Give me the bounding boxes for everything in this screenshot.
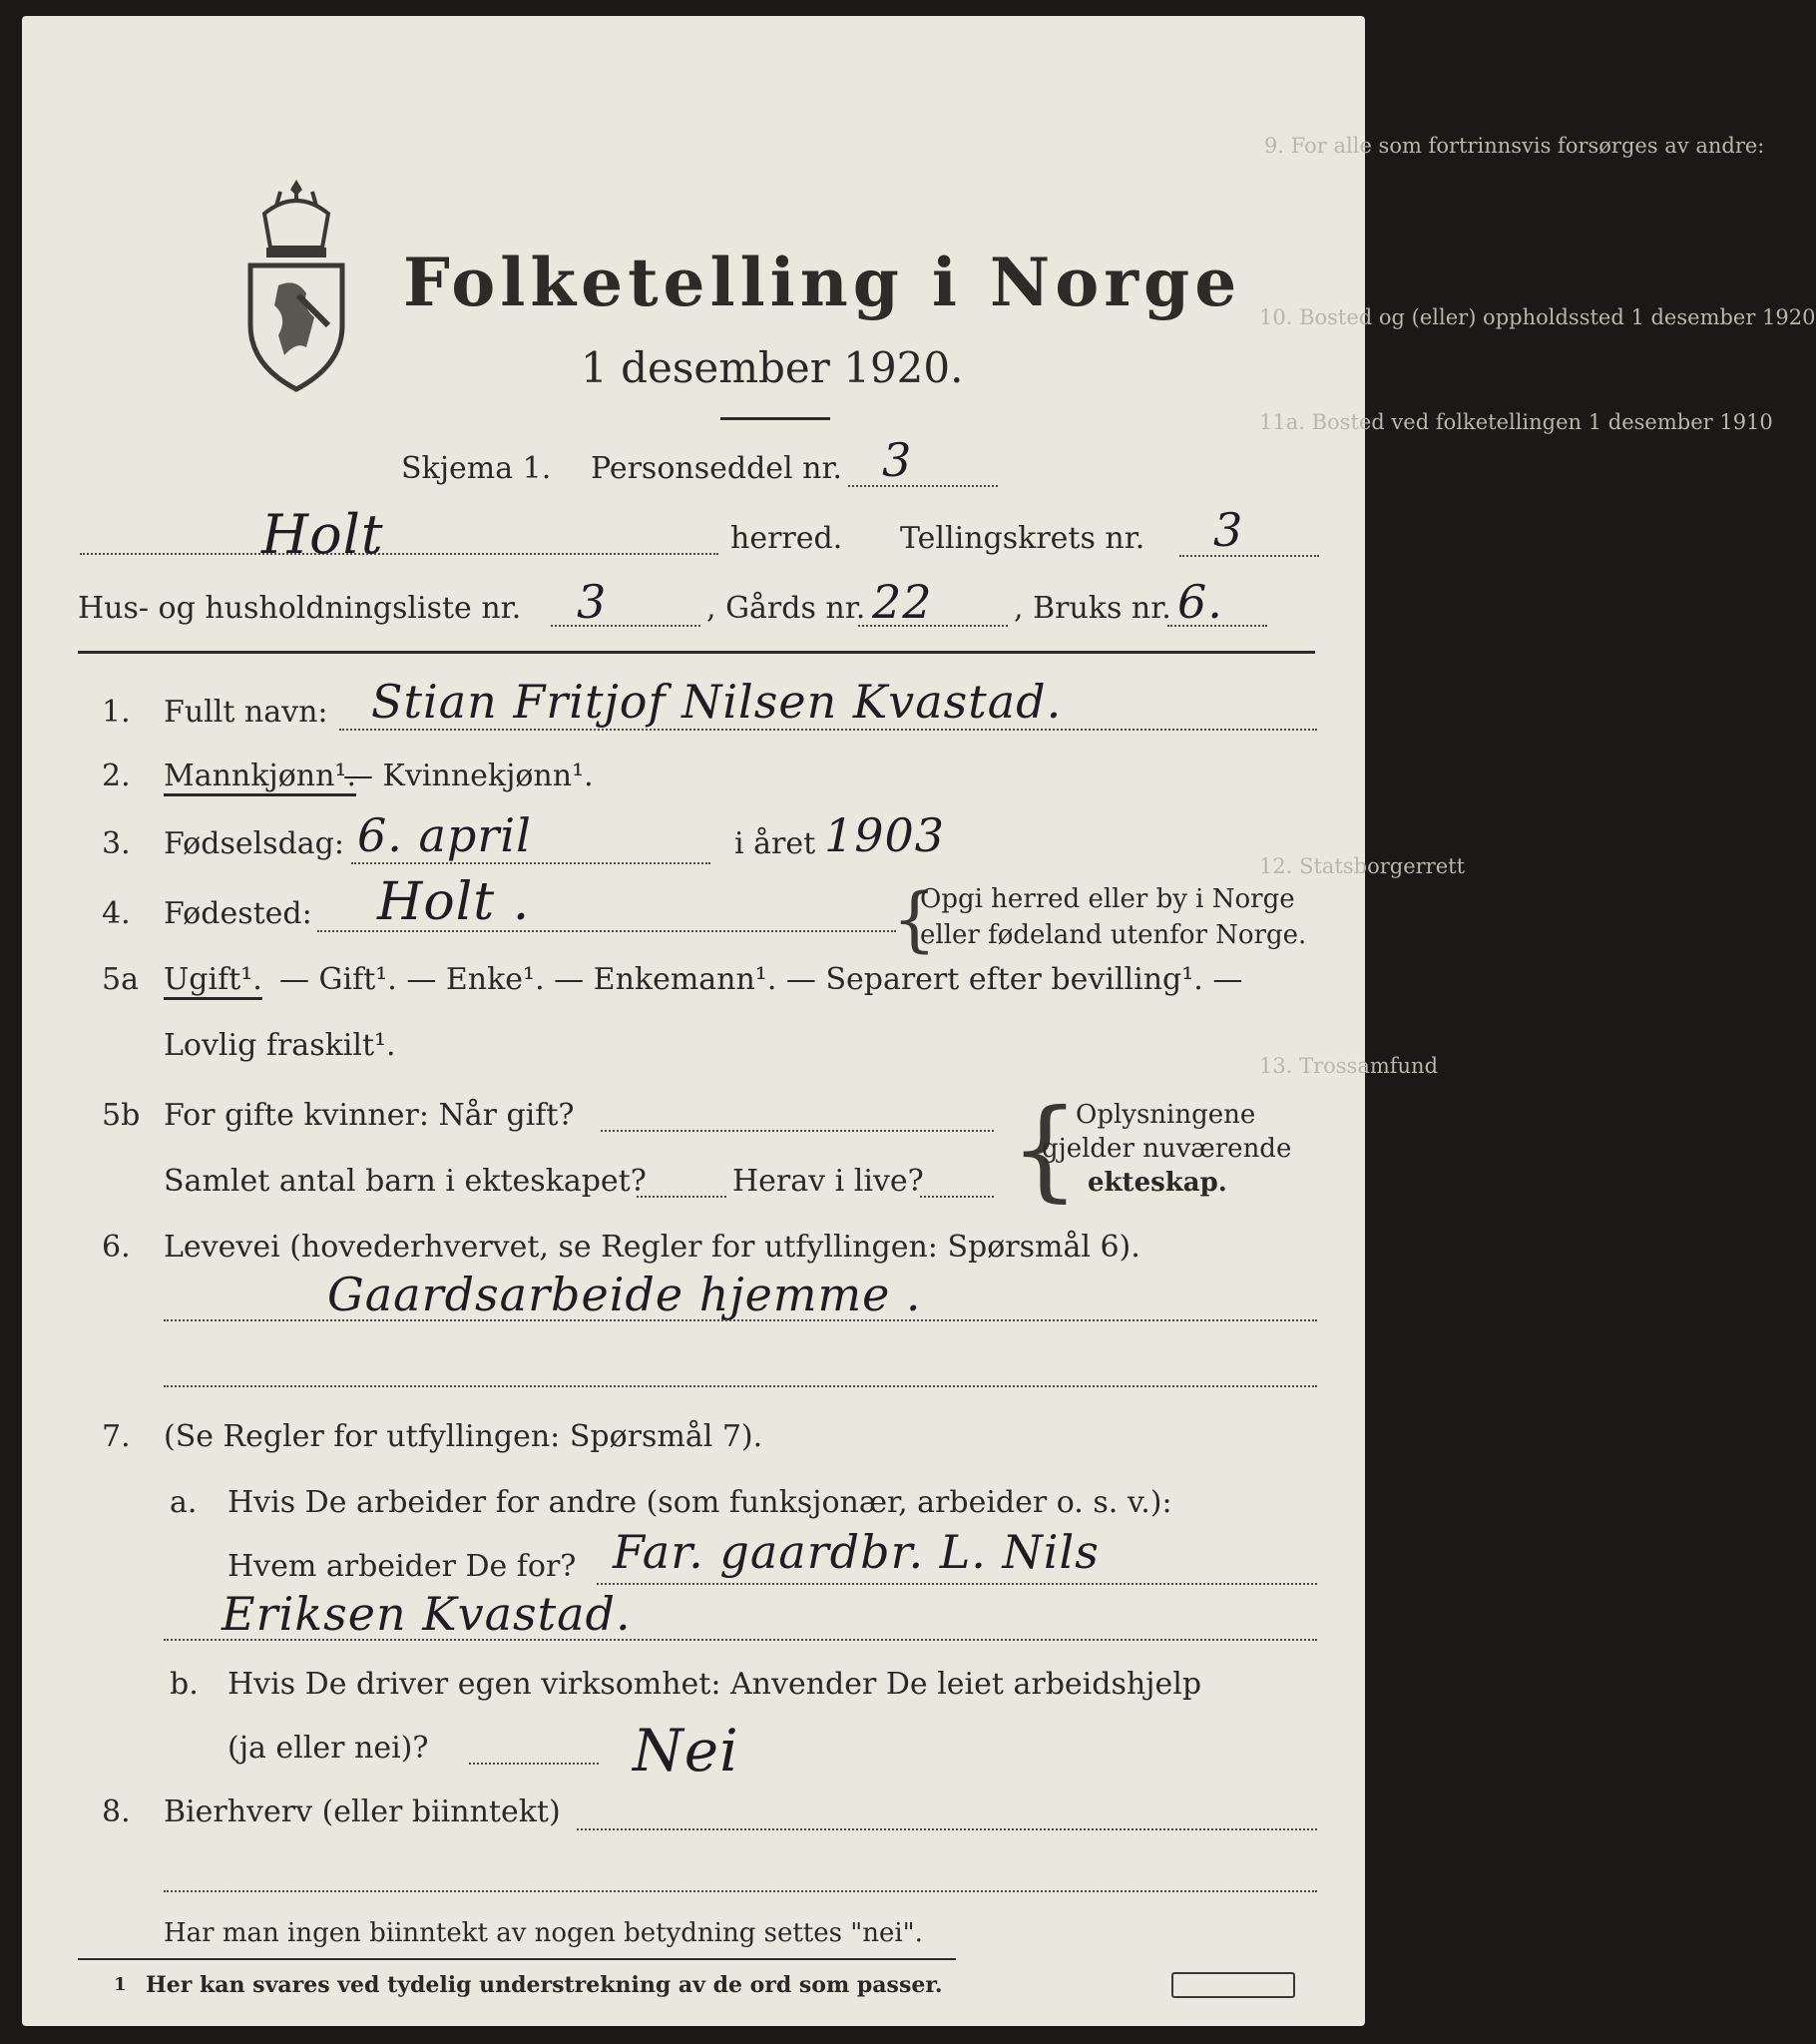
birthplace-note: Opgi herred eller by i Norge (920, 884, 1295, 914)
question-number: 4. (102, 896, 131, 931)
secondary-income-label: Bierhverv (eller biinntekt) (164, 1794, 561, 1829)
footnote-divider (78, 1958, 956, 1960)
birthplace-label: Fødested: (164, 896, 312, 931)
gards-value: 22 (872, 575, 933, 629)
birth-year-label: i året (734, 826, 816, 861)
birthdate-value: 6. april (357, 808, 532, 862)
bleed-through-text: 10. Bosted og (eller) oppholdssted 1 desember 1920 (1259, 305, 1816, 329)
sex-option-male: Mannkjønn¹. (164, 759, 356, 793)
question-number: 7. (102, 1419, 131, 1454)
income-note: Har man ingen biinntekt av nogen betydning settes "nei". (164, 1918, 923, 1948)
birthplace-note: eller fødeland utenfor Norge. (920, 920, 1307, 950)
marriage-note: ekteskap. (1088, 1168, 1227, 1198)
question-number: 5b (102, 1098, 141, 1133)
bruks-value: 6. (1177, 575, 1223, 629)
birthdate-label: Fødselsdag: (164, 826, 344, 861)
herred-label: herred. (730, 521, 843, 556)
tellingskrets-label: Tellingskrets nr. (900, 521, 1145, 556)
personseddel-value: 3 (882, 433, 913, 487)
marital-options: — Gift¹. — Enke¹. — Enkemann¹. — Separert efter bevilling¹. — (279, 962, 1243, 997)
footnote-text: Her kan svares ved tydelig understrekning av de ord som passer. (146, 1972, 943, 1998)
employer-value: Far. gaardbr. L. Nils (613, 1525, 1100, 1579)
bleed-through-text: 9. For alle som fortrinnsvis forsørges av andre: (1264, 134, 1765, 158)
occupation-value: Gaardsarbeide hjemme . (327, 1268, 922, 1321)
question-number: 6. (102, 1230, 131, 1265)
question-number: b. (170, 1667, 199, 1702)
birthplace-value: Holt . (377, 872, 531, 932)
employer-value-cont: Eriksen Kvastad. (222, 1587, 632, 1641)
marital-option-ugift: Ugift¹. (164, 962, 262, 997)
bleed-through-text: 13. Trossamfund (1259, 1054, 1439, 1078)
brace-icon: { (892, 878, 937, 960)
printer-stamp-icon (1171, 1972, 1295, 1998)
children-count-label: Samlet antal barn i ekteskapet? (164, 1164, 647, 1199)
page-title: Folketelling i Norge (403, 244, 1242, 321)
footnote-mark: 1 (114, 1974, 127, 1995)
marriage-note: Oplysningene (1076, 1100, 1256, 1130)
personseddel-label: Personseddel nr. (591, 451, 843, 486)
children-alive-label: Herav i live? (732, 1164, 924, 1199)
brace-icon: { (1010, 1085, 1080, 1213)
full-name-value: Stian Fritjof Nilsen Kvastad. (371, 675, 1063, 729)
occupation-label: Levevei (hovederhvervet, se Regler for utfyllingen: Spørsmål 6). (164, 1230, 1140, 1265)
census-form-page (22, 16, 1816, 2026)
gards-label: , Gårds nr. (706, 591, 866, 626)
bruks-label: , Bruks nr. (1014, 591, 1171, 626)
question-number: 3. (102, 826, 131, 861)
birth-year-value: 1903 (824, 808, 946, 862)
employer-label: Hvem arbeider De for? (227, 1549, 577, 1584)
self-employed-question: Hvis De driver egen virksomhet: Anvender De leiet arbeidshjelp (227, 1667, 1202, 1702)
marital-option-fraskilt: Lovlig fraskilt¹. (164, 1028, 396, 1063)
coat-of-arms-icon (236, 176, 356, 395)
schema-label: Skjema 1. (401, 451, 552, 486)
herred-value: Holt (261, 503, 384, 566)
married-when-label: For gifte kvinner: Når gift? (164, 1098, 575, 1133)
title-divider (720, 417, 830, 420)
employer-question: Hvis De arbeider for andre (som funksjonær, arbeider o. s. v.): (227, 1485, 1172, 1520)
question-7-label: (Se Regler for utfyllingen: Spørsmål 7). (164, 1419, 763, 1454)
question-number: 2. (102, 759, 131, 793)
question-number: a. (170, 1485, 198, 1520)
question-number: 8. (102, 1794, 131, 1829)
marriage-note: gjelder nuværende (1042, 1134, 1292, 1164)
bleed-through-text: 11a. Bosted ved folketellingen 1 desember 1910 (1259, 410, 1773, 434)
tellingskrets-value: 3 (1213, 503, 1244, 557)
header-divider (78, 651, 1315, 654)
full-name-label: Fullt navn: (164, 695, 328, 730)
husholdningsliste-label: Hus- og husholdningsliste nr. (78, 591, 522, 626)
hired-help-value: Nei (633, 1717, 739, 1785)
hired-help-label: (ja eller nei)? (227, 1731, 429, 1766)
question-number: 1. (102, 695, 131, 730)
question-number: 5a (102, 962, 139, 997)
bleed-through-text: 12. Statsborgerrett (1259, 854, 1466, 878)
sex-option-female: — Kvinnekjønn¹. (343, 759, 594, 793)
husholdningsliste-value: 3 (577, 575, 608, 629)
census-date: 1 desember 1920. (581, 343, 964, 392)
